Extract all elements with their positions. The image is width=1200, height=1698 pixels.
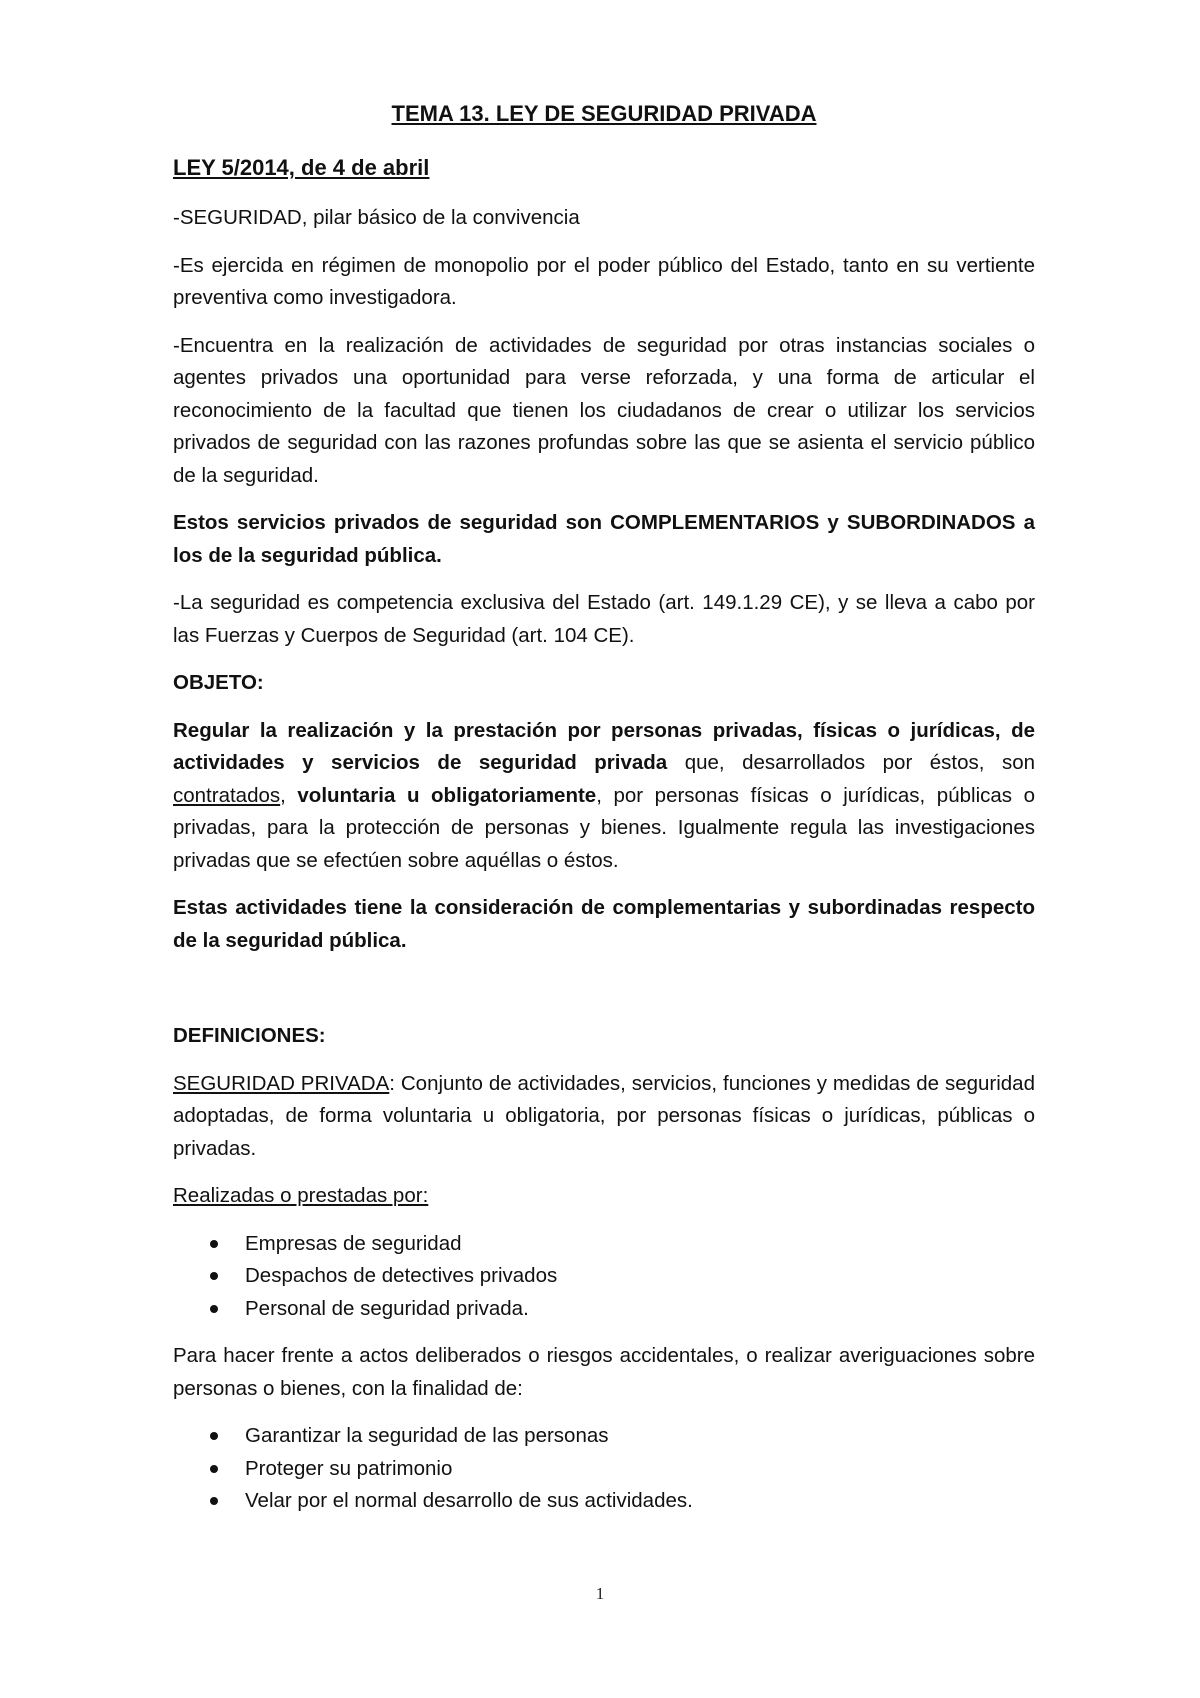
bullet-icon <box>210 1432 218 1440</box>
paragraph-complementarias: Estas actividades tiene la consideración de complementarias y subordinadas respecto de la seguridad pública. <box>173 896 1035 952</box>
list-item-text: Personal de seguridad privada. <box>245 1296 529 1320</box>
page-number: 1 <box>595 1584 605 1603</box>
law-reference: LEY 5/2014, de 4 de abril <box>173 155 430 180</box>
bullet-icon <box>210 1272 218 1280</box>
page-content <box>173 98 1035 1533</box>
spacer <box>173 972 1035 1020</box>
bullet-icon <box>210 1305 218 1313</box>
realizadas-heading: Realizadas o prestadas por: <box>173 1184 429 1207</box>
list-item-text: Despachos de detectives privados <box>245 1264 558 1287</box>
paragraph-actividades: -Encuentra en la realización de actividades de seguridad por otras instancias sociales o agentes privados una oportunidad para verse reforzada, y una forma de articular el reconocimiento de la facultad que tienen los ciudadanos de crear o utilizar los servicios privados de seguridad con las razones profundas sobre las que se asienta el servicio público de la seguridad. <box>173 333 1035 487</box>
list-item <box>173 1228 1035 1261</box>
paragraph-complementarios: Estos servicios privados de seguridad son COMPLEMENTARIOS y SUBORDINADOS a los de la seguridad pública. <box>173 511 1035 567</box>
objeto-text-2: , <box>280 783 298 807</box>
list-item <box>173 1453 1035 1486</box>
bullet-icon <box>210 1465 218 1473</box>
prestadores-list <box>173 1228 1035 1326</box>
list-item-text: Empresas de seguridad <box>245 1231 462 1255</box>
list-item-text: Garantizar la seguridad de las personas <box>245 1424 609 1447</box>
finalidades-list <box>173 1420 1035 1518</box>
list-item <box>173 1260 1035 1293</box>
objeto-bold-lead: Regular la realización y la prestación por personas privadas, físicas o jurídicas, de actividades y servicios de seguridad privada <box>173 718 1035 774</box>
list-item <box>173 1420 1035 1453</box>
list-item <box>173 1293 1035 1326</box>
bullet-icon <box>210 1240 218 1248</box>
list-item <box>173 1485 1035 1518</box>
document-title: TEMA 13. LEY DE SEGURIDAD PRIVADA <box>391 101 817 126</box>
paragraph-finalidad: Para hacer frente a actos deliberados o riesgos accidentales, o realizar averiguaciones sobre personas o bienes, con la finalidad de: <box>173 1344 1035 1400</box>
objeto-bold-mode: voluntaria u obligatoriamente <box>297 783 597 807</box>
objeto-text-1: que, desarrollados por éstos, son <box>667 751 1035 774</box>
bullet-icon <box>210 1497 218 1505</box>
list-item-text: Proteger su patrimonio <box>245 1456 453 1480</box>
paragraph-monopolio: -Es ejercida en régimen de monopolio por el poder público del Estado, tanto en su vertiente preventiva como investigadora. <box>173 253 1035 309</box>
paragraph-seguridad: -SEGURIDAD, pilar básico de la convivencia <box>173 206 580 229</box>
definiciones-heading: DEFINICIONES: <box>173 1024 326 1047</box>
seguridad-privada-term: SEGURIDAD PRIVADA <box>173 1071 390 1095</box>
list-item-text: Velar por el normal desarrollo de sus actividades. <box>245 1489 693 1512</box>
objeto-underlined: contratados <box>173 783 281 807</box>
paragraph-competencia: -La seguridad es competencia exclusiva del Estado (art. 149.1.29 CE), y se lleva a cabo por las Fuerzas y Cuerpos de Seguridad (art. 104 CE). <box>173 591 1035 647</box>
objeto-text-3: , por personas físicas o jurídicas, públicas o privadas, para la protección de personas y bienes. Igualmente regula las investigaciones privadas que se efectúen sobre aquéllas o éstos. <box>173 783 1035 872</box>
seguridad-privada-text: : Conjunto de actividades, servicios, funciones y medidas de seguridad adoptadas, de forma voluntaria u obligatoria, por personas físicas o jurídicas, públicas o privadas. <box>173 1071 1035 1160</box>
objeto-heading: OBJETO: <box>173 671 264 694</box>
objeto-paragraph <box>173 715 1035 878</box>
seguridad-privada-definition <box>173 1068 1035 1166</box>
